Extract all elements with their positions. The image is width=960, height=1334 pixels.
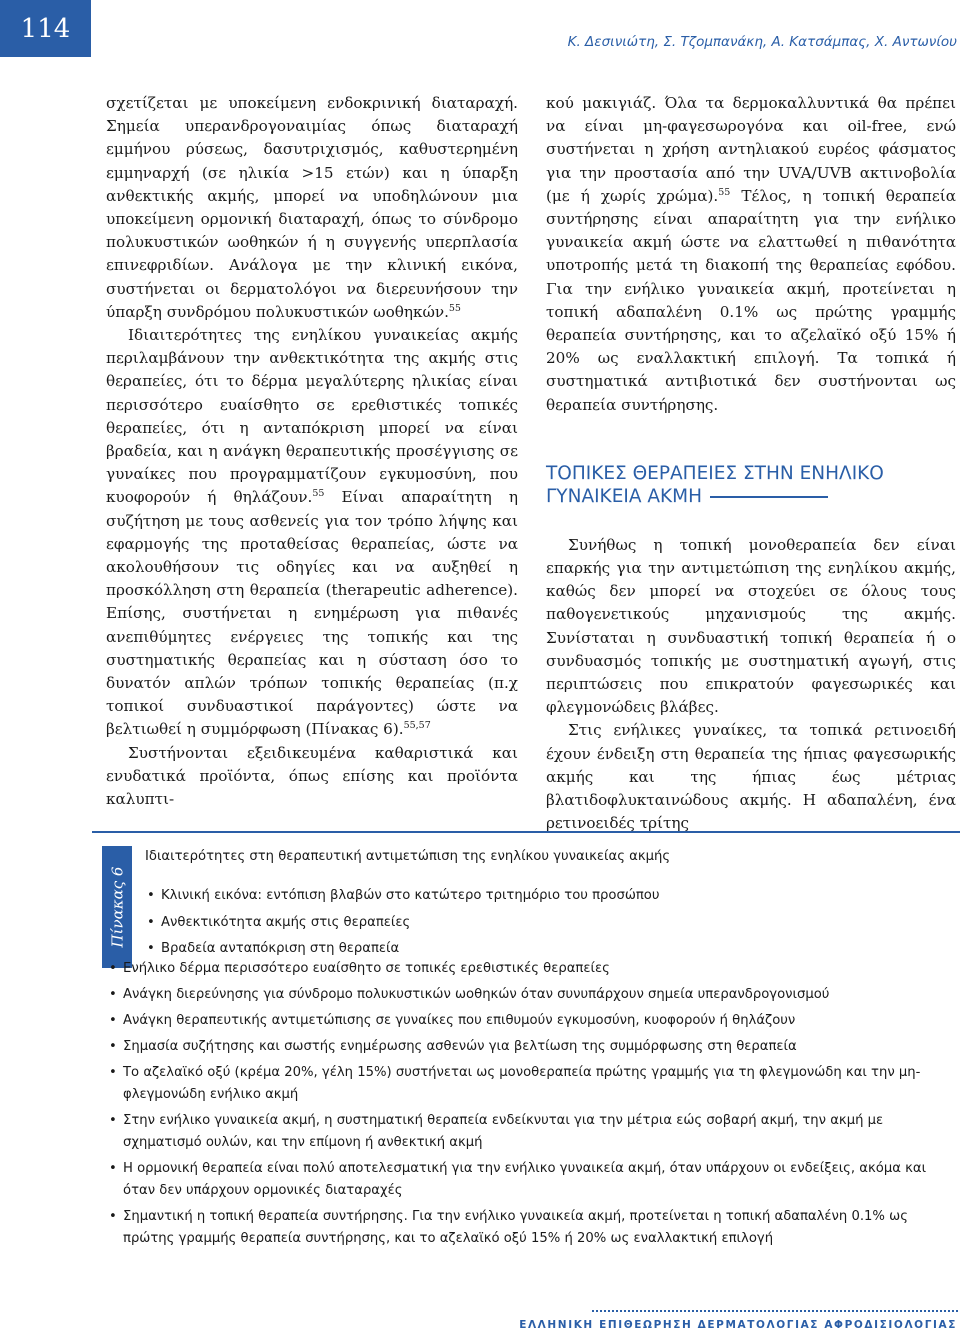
citation: 55: [448, 302, 461, 314]
list-item: • Βραδεία ανταπόκριση στη θεραπεία: [145, 936, 925, 963]
list-item: • Ανάγκη διερεύνησης για σύνδρομο πολυκυστικών ωοθηκών όταν συνυπάρχουν σημεία υπερανδρογονισμού: [107, 984, 957, 1006]
table-label: Πίνακας 6: [102, 846, 132, 968]
running-header-authors: Κ. Δεσινιώτη, Σ. Τζομπανάκη, Α. Κατσάμπας, Χ. Αντωνίου: [567, 34, 957, 50]
table-title: Ιδιαιτερότητες στη θεραπευτική αντιμετώπιση της ενηλίκου γυναικείας ακμής: [145, 849, 671, 864]
list-item: • Κλινική εικόνα: εντόπιση βλαβών στο κατώτερο τριτημόριο του προσώπου: [145, 883, 925, 910]
footer-divider: [592, 1310, 958, 1312]
list-item: • Το αζελαϊκό οξύ (κρέμα 20%, γέλη 15%) συστήνεται ως μονοθεραπεία πρώτης γραμμής για τη φλεγμονώδη και την μη-φλεγμονώδη ενήλικο ακμή: [107, 1062, 957, 1106]
table-6: [92, 831, 960, 1261]
left-column: [106, 92, 518, 811]
list-item: • Σημαντική η τοπική θεραπεία συντήρησης. Για την ενήλικο γυναικεία ακμή, προτείνεται η τοπική αδαπαλένη 0.1% ως πρώτης γραμμής θεραπεία συντήρησης, και το αζελαϊκό οξύ 15% ή 20% ως εναλλακτική επιλογή: [107, 1206, 957, 1250]
list-item: • Στην ενήλικο γυναικεία ακμή, η συστηματική θεραπεία ενδείκνυται για την μέτρια εώς σοβαρή ακμή, την ακμή με σχηματισμό ουλών, και την επίμονη ή ανθεκτική ακμή: [107, 1110, 957, 1154]
paragraph: Συστήνονται εξειδικευμένα καθαριστικά και ενυδατικά προϊόντα, όπως επίσης και προϊόντα καλυπτι-: [106, 743, 518, 809]
heading-rule: [710, 496, 828, 498]
paragraph: κού μακιγιάζ. Όλα τα δερμοκαλλυντικά θα πρέπει να είναι μη-φαγεσωρογόνα και oil-free, ενώ συστήνεται η χρήση αντηλιακού ευρέος φάσματος για την προστασία από την UVA/UVB ακτινοβολία (με ή χωρίς χρώμα).$^{55}$ Τέλος, η τοπική θεραπεία συντήρησης είναι απαραίτητη για την ενήλικο γυναικεία ακμή ώστε να ελαττωθεί η πιθανότητα υποτροπής μετά τη διακοπή της θεραπείας εφόδου. Για την ενήλικο γυναικεία ακμή, προτείνεται η τοπική αδαπαλένη 0.1% ως πρώτης γραμμής θεραπεία συντήρησης, και το αζελαϊκό οξύ 15% ή 20% ως εναλλακτική επιλογή. Τα τοπικά ή συστηματικά αντιβιοτικά δεν συστήνονται ως θεραπεία συντήρησης.: [546, 94, 956, 414]
paragraph: Συνήθως η τοπική μονοθεραπεία δεν είναι επαρκής για την αντιμετώπιση της ενηλίκου ακμής, καθώς δεν μπορεί να στοχεύει σε όλους τους παθογενετικούς μηχανισμούς της ακμής. Συνίσταται η συνδυαστική τοπική θεραπεία ή ο συνδυασμός τοπικής με συστηματική αγωγή, στις περιπτώσεις που επικρατούν φαγεσωρικές και φλεγμονώδεις βλάβες.: [546, 535, 956, 717]
paragraph: Στις ενήλικες γυναίκες, τα τοπικά ρετινοειδή έχουν ένδειξη στη θεραπεία της ήπιας φαγεσωρικής ακμής και της ήπιας έως μέτριας βλατιδοφλυκταινώδους ακμής. Η αδαπαλένη, ένα ρετινοειδές τρίτης: [546, 721, 956, 833]
paragraph: Ιδιαιτερότητες της ενηλίκου γυναικείας ακμής περιλαμβάνουν την ανθεκτικότητα της ακμής στις θεραπείες, ότι το δέρμα μεγαλύτερης ηλικίας είναι περισσότερο ευαίσθητο σε ερεθιστικές τοπικές θεραπείες, ότι η ανταπόκριση μπορεί να είναι βραδεία, και η ανάγκη θεραπευτικής προσέγγισης σε γυναίκες που προγραμματίζουν εγκυμοσύνη, που κυοφορούν ή θηλάζουν.$^{55}$ Είναι απαραίτητη η συζήτηση με τους ασθενείς για τον τρόπο λήψης και εφαρμογής της προταθείσας θεραπείας, ώστε να ακολουθήσουν τις οδηγίες και να αυξηθεί η προσκόλληση στη θεραπεία (therapeutic adherence). Επίσης, συστήνεται η ενημέρωση για πιθανές ανεπιθύμητες ενέργειες της τοπικής και της συστηματικής θεραπείας και η σύσταση όσο το δυνατόν απλών τρόπων τοπικής θεραπείας (π.χ τοπικοί συνδυαστικοί παράγοντες) ώστε να βελτιωθεί η συμμόρφωση (Πίνακας 6).$^{55,57}$: [106, 326, 519, 739]
table-list: [107, 958, 957, 1254]
table-sub-list: [145, 883, 925, 963]
section-heading: [546, 462, 956, 508]
list-item: • Η ορμονική θεραπεία είναι πολύ αποτελεσματική για την ενήλικο γυναικεία ακμή, όταν υπάρχουν οι ενδείξεις, ακόμα και όταν δεν υπάρχουν ορμονικές διαταραχές: [107, 1158, 957, 1202]
section-heading-line1: ΤΟΠΙΚΕΣ ΘΕΡΑΠΕΙΕΣ ΣΤΗΝ ΕΝΗΛΙΚΟ: [546, 462, 884, 484]
paragraph: σχετίζεται με υποκείμενη ενδοκρινική διαταραχή. Σημεία υπερανδρογοναιμίας όπως διαταραχή εμμήνου ρύσεως, δασυτριχισμός, καθυστερημένη εμμηναρχή (σε ηλικία >15 ετών) και η ύπαρξη ανθεκτικής ακμής, μπορεί να υποδηλώνουν μια υποκείμενη ορμονική διαταραχή, όπως το σύνδρομο πολυκυστικών ωοθηκών ή η συγγενής υπερπλασία επινεφριδίων. Ανάλογα με την κλινική εικόνα, συστήνεται οι δερματολόγοι να διερευνήσουν την ύπαρξη συνδρόμου πολυκυστικών ωοθηκών.$^{55}$: [106, 94, 518, 321]
citation: 55: [312, 488, 325, 500]
citation: 55: [718, 186, 731, 198]
list-item: • Ενήλικο δέρμα περισσότερο ευαίσθητο σε τοπικές ερεθιστικές θεραπείες: [107, 958, 957, 980]
section-heading-line2: ΓΥΝΑΙΚΕΙΑ ΑΚΜΗ: [546, 485, 703, 507]
citation: 55,57: [403, 720, 431, 732]
list-item: • Ανάγκη θεραπευτικής αντιμετώπισης σε γυναίκες που επιθυμούν εγκυμοσύνη, κυοφορούν ή θηλάζουν: [107, 1010, 957, 1032]
page-number: 114: [0, 0, 91, 57]
list-item: • Ανθεκτικότητα ακμής στις θεραπείες: [145, 910, 925, 937]
journal-footer: ΕΛΛΗΝΙΚΗ ΕΠΙΘΕΩΡΗΣΗ ΔΕΡΜΑΤΟΛΟΓΙΑΣ ΑΦΡΟΔΙΣΙΟΛΟΓΙΑΣ: [519, 1319, 957, 1331]
right-column: [546, 92, 956, 835]
list-item: • Σημασία συζήτησης και σωστής ενημέρωσης ασθενών για βελτίωση της συμμόρφωσης στη θεραπεία: [107, 1036, 957, 1058]
